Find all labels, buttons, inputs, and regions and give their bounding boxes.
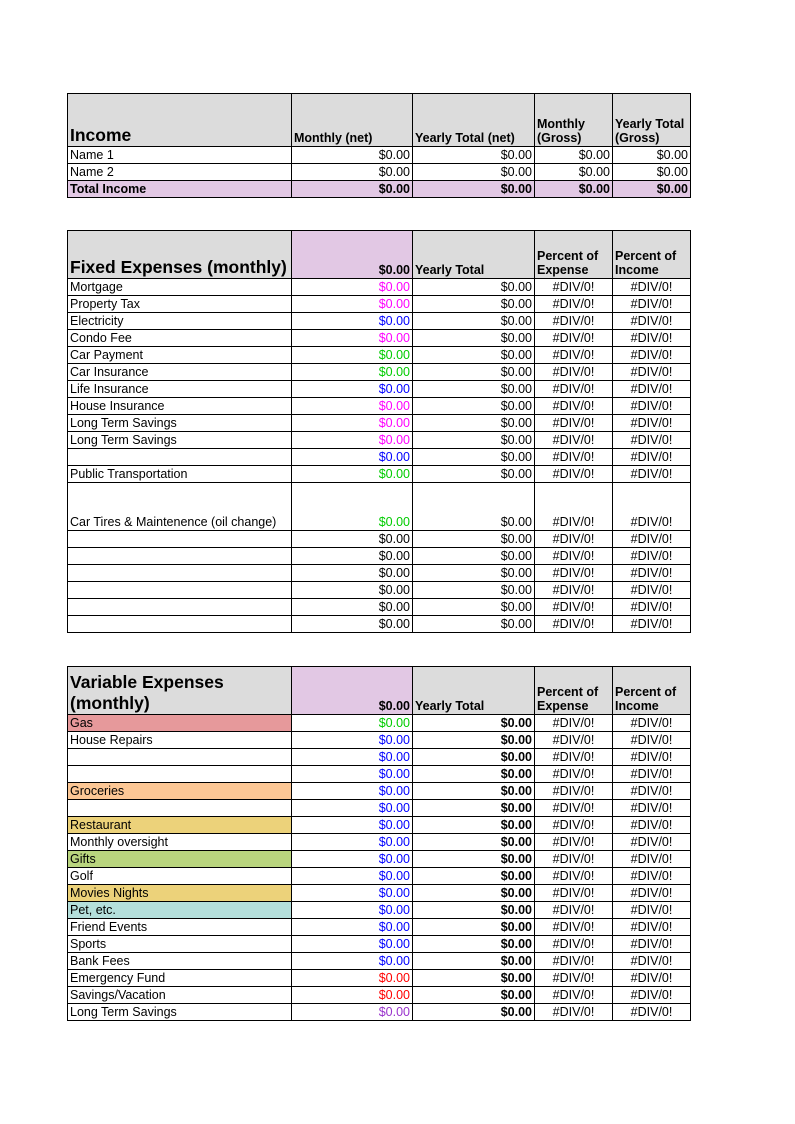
expense-pct-income-cell[interactable]: #DIV/0! — [613, 347, 691, 364]
expense-pct-expense-cell[interactable]: #DIV/0! — [535, 398, 613, 415]
table-row — [68, 953, 691, 970]
expense-pct-income-cell[interactable]: #DIV/0! — [613, 330, 691, 347]
income-yearly-gross-cell[interactable]: $0.00 — [613, 164, 691, 181]
expense-monthly-cell[interactable]: $0.00 — [292, 279, 413, 296]
expense-pct-income-cell[interactable]: #DIV/0! — [613, 817, 691, 834]
fixed-col-pct-expense[interactable]: Percent of Expense — [535, 231, 613, 279]
table-row — [68, 834, 691, 851]
expense-pct-expense-cell[interactable]: #DIV/0! — [535, 582, 613, 599]
table-row — [68, 800, 691, 817]
table-row — [68, 885, 691, 902]
fixed-col-pct-income[interactable]: Percent of Income — [613, 231, 691, 279]
table-row — [68, 548, 691, 565]
expense-pct-income-cell[interactable]: #DIV/0! — [613, 313, 691, 330]
expense-pct-income-cell[interactable]: #DIV/0! — [613, 834, 691, 851]
expense-pct-income-cell[interactable]: #DIV/0! — [613, 987, 691, 1004]
expense-pct-expense-cell[interactable]: #DIV/0! — [535, 732, 613, 749]
variable-expenses-table — [67, 666, 691, 1021]
expense-pct-expense-cell[interactable]: #DIV/0! — [535, 296, 613, 313]
expense-name-cell[interactable] — [68, 749, 292, 766]
expense-yearly-cell[interactable]: $0.00 — [413, 548, 535, 565]
expense-pct-expense-cell[interactable]: #DIV/0! — [535, 953, 613, 970]
table-row — [68, 147, 691, 164]
expense-yearly-cell[interactable]: $0.00 — [413, 531, 535, 548]
income-monthly-net-cell[interactable]: $0.00 — [292, 164, 413, 181]
expense-name-cell[interactable]: House Insurance — [68, 398, 292, 415]
expense-yearly-cell[interactable]: $0.00 — [413, 885, 535, 902]
expense-pct-expense-cell[interactable]: #DIV/0! — [535, 364, 613, 381]
expense-monthly-cell[interactable]: $0.00 — [292, 987, 413, 1004]
expense-pct-expense-cell[interactable]: #DIV/0! — [535, 599, 613, 616]
expense-pct-expense-cell[interactable]: #DIV/0! — [535, 970, 613, 987]
expense-pct-income-cell[interactable]: #DIV/0! — [613, 953, 691, 970]
fixed-col-total[interactable]: $0.00 — [292, 231, 413, 279]
expense-monthly-cell[interactable]: $0.00 — [292, 313, 413, 330]
expense-name-cell[interactable]: Car Payment — [68, 347, 292, 364]
income-title[interactable]: Income — [68, 94, 292, 147]
expense-pct-income-cell[interactable]: #DIV/0! — [613, 715, 691, 732]
expense-name-cell[interactable]: Gifts — [68, 851, 292, 868]
variable-col-yearly[interactable]: Yearly Total — [413, 667, 535, 715]
expense-pct-income-cell[interactable]: #DIV/0! — [613, 919, 691, 936]
table-row — [68, 616, 691, 633]
expense-name-cell[interactable] — [68, 548, 292, 565]
expense-monthly-cell[interactable]: $0.00 — [292, 466, 413, 483]
expense-yearly-cell[interactable]: $0.00 — [413, 1004, 535, 1021]
expense-pct-income-cell[interactable]: #DIV/0! — [613, 364, 691, 381]
expense-yearly-cell[interactable]: $0.00 — [413, 936, 535, 953]
expense-name-cell[interactable]: Golf — [68, 868, 292, 885]
table-row — [68, 749, 691, 766]
expense-yearly-cell[interactable]: $0.00 — [413, 749, 535, 766]
expense-name-cell[interactable]: Condo Fee — [68, 330, 292, 347]
expense-pct-expense-cell[interactable]: #DIV/0! — [535, 902, 613, 919]
expense-pct-expense-cell[interactable]: #DIV/0! — [535, 313, 613, 330]
income-yearly-gross-cell[interactable]: $0.00 — [613, 147, 691, 164]
income-name-cell[interactable]: Name 2 — [68, 164, 292, 181]
expense-pct-income-cell[interactable]: #DIV/0! — [613, 783, 691, 800]
expense-pct-income-cell[interactable]: #DIV/0! — [613, 749, 691, 766]
expense-name-cell[interactable]: Restaurant — [68, 817, 292, 834]
expense-pct-expense-cell[interactable]: #DIV/0! — [535, 432, 613, 449]
table-row — [68, 330, 691, 347]
expense-name-cell[interactable] — [68, 531, 292, 548]
table-row — [68, 313, 691, 330]
expense-name-cell[interactable]: Emergency Fund — [68, 970, 292, 987]
expense-pct-expense-cell[interactable]: #DIV/0! — [535, 449, 613, 466]
table-row — [68, 381, 691, 398]
expense-pct-expense-cell[interactable]: #DIV/0! — [535, 347, 613, 364]
table-row — [68, 987, 691, 1004]
income-header-row — [68, 94, 691, 147]
expense-name-cell[interactable]: Savings/Vacation — [68, 987, 292, 1004]
expense-name-cell[interactable]: Gas — [68, 715, 292, 732]
table-row — [68, 919, 691, 936]
table-row — [68, 970, 691, 987]
expense-pct-expense-cell[interactable]: #DIV/0! — [535, 531, 613, 548]
expense-yearly-cell[interactable]: $0.00 — [413, 817, 535, 834]
expense-pct-expense-cell[interactable]: #DIV/0! — [535, 766, 613, 783]
expense-monthly-cell[interactable]: $0.00 — [292, 347, 413, 364]
table-row — [68, 531, 691, 548]
expense-yearly-cell[interactable]: $0.00 — [413, 313, 535, 330]
expense-monthly-cell[interactable]: $0.00 — [292, 902, 413, 919]
table-row — [68, 398, 691, 415]
expense-pct-expense-cell[interactable]: #DIV/0! — [535, 868, 613, 885]
expense-pct-income-cell[interactable]: #DIV/0! — [613, 483, 691, 531]
income-total-monthly-gross[interactable]: $0.00 — [535, 181, 613, 198]
expense-name-cell[interactable] — [68, 766, 292, 783]
income-monthly-gross-cell[interactable]: $0.00 — [535, 147, 613, 164]
expense-yearly-cell[interactable]: $0.00 — [413, 616, 535, 633]
expense-name-cell[interactable] — [68, 565, 292, 582]
expense-monthly-cell[interactable]: $0.00 — [292, 834, 413, 851]
income-monthly-net-cell[interactable]: $0.00 — [292, 147, 413, 164]
expense-pct-expense-cell[interactable]: #DIV/0! — [535, 749, 613, 766]
table-row — [68, 817, 691, 834]
expense-name-cell[interactable]: Movies Nights — [68, 885, 292, 902]
expense-pct-expense-cell[interactable]: #DIV/0! — [535, 715, 613, 732]
expense-pct-expense-cell[interactable]: #DIV/0! — [535, 279, 613, 296]
expense-pct-income-cell[interactable]: #DIV/0! — [613, 449, 691, 466]
expense-pct-expense-cell[interactable]: #DIV/0! — [535, 415, 613, 432]
expense-monthly-cell[interactable]: $0.00 — [292, 565, 413, 582]
expense-name-cell[interactable]: Public Transportation — [68, 466, 292, 483]
expense-name-cell[interactable] — [68, 616, 292, 633]
expense-name-cell[interactable]: Mortgage — [68, 279, 292, 296]
expense-pct-income-cell[interactable]: #DIV/0! — [613, 868, 691, 885]
expense-yearly-cell[interactable]: $0.00 — [413, 851, 535, 868]
expense-yearly-cell[interactable]: $0.00 — [413, 347, 535, 364]
expense-yearly-cell[interactable]: $0.00 — [413, 599, 535, 616]
expense-pct-income-cell[interactable]: #DIV/0! — [613, 970, 691, 987]
expense-pct-income-cell[interactable]: #DIV/0! — [613, 851, 691, 868]
expense-name-cell[interactable]: Long Term Savings — [68, 1004, 292, 1021]
income-name-cell[interactable]: Name 1 — [68, 147, 292, 164]
expense-monthly-cell[interactable]: $0.00 — [292, 548, 413, 565]
table-row — [68, 565, 691, 582]
expense-monthly-cell[interactable]: $0.00 — [292, 599, 413, 616]
expense-name-cell[interactable] — [68, 800, 292, 817]
expense-pct-income-cell[interactable]: #DIV/0! — [613, 531, 691, 548]
expense-name-cell[interactable]: Bank Fees — [68, 953, 292, 970]
expense-yearly-cell[interactable]: $0.00 — [413, 466, 535, 483]
income-col-yearly-net[interactable]: Yearly Total (net) — [413, 94, 535, 147]
table-row — [68, 766, 691, 783]
income-total-yearly-gross[interactable]: $0.00 — [613, 181, 691, 198]
table-row — [68, 296, 691, 313]
expense-monthly-cell[interactable]: $0.00 — [292, 1004, 413, 1021]
income-table — [67, 93, 691, 198]
expense-name-cell[interactable]: Sports — [68, 936, 292, 953]
expense-yearly-cell[interactable]: $0.00 — [413, 415, 535, 432]
table-row — [68, 599, 691, 616]
expense-pct-income-cell[interactable]: #DIV/0! — [613, 279, 691, 296]
income-col-yearly-gross[interactable]: Yearly Total (Gross) — [613, 94, 691, 147]
expense-pct-income-cell[interactable]: #DIV/0! — [613, 415, 691, 432]
expense-monthly-cell[interactable]: $0.00 — [292, 364, 413, 381]
expense-yearly-cell[interactable]: $0.00 — [413, 783, 535, 800]
table-row — [68, 432, 691, 449]
expense-yearly-cell[interactable]: $0.00 — [413, 834, 535, 851]
expense-name-cell[interactable] — [68, 582, 292, 599]
expense-pct-income-cell[interactable]: #DIV/0! — [613, 766, 691, 783]
expense-pct-expense-cell[interactable]: #DIV/0! — [535, 616, 613, 633]
expense-pct-income-cell[interactable]: #DIV/0! — [613, 432, 691, 449]
expense-pct-expense-cell[interactable]: #DIV/0! — [535, 987, 613, 1004]
expense-name-cell[interactable]: Pet, etc. — [68, 902, 292, 919]
expense-yearly-cell[interactable]: $0.00 — [413, 987, 535, 1004]
table-row — [68, 715, 691, 732]
expense-name-cell[interactable]: Monthly oversight — [68, 834, 292, 851]
expense-monthly-cell[interactable]: $0.00 — [292, 953, 413, 970]
fixed-header-row — [68, 231, 691, 279]
expense-pct-expense-cell[interactable]: #DIV/0! — [535, 851, 613, 868]
expense-yearly-cell[interactable]: $0.00 — [413, 919, 535, 936]
expense-pct-income-cell[interactable]: #DIV/0! — [613, 902, 691, 919]
expense-pct-income-cell[interactable]: #DIV/0! — [613, 800, 691, 817]
expense-name-cell[interactable]: Electricity — [68, 313, 292, 330]
expense-pct-expense-cell[interactable]: #DIV/0! — [535, 817, 613, 834]
expense-pct-income-cell[interactable]: #DIV/0! — [613, 381, 691, 398]
expense-monthly-cell[interactable]: $0.00 — [292, 868, 413, 885]
expense-monthly-cell[interactable]: $0.00 — [292, 296, 413, 313]
expense-monthly-cell[interactable]: $0.00 — [292, 732, 413, 749]
expense-monthly-cell[interactable]: $0.00 — [292, 766, 413, 783]
expense-name-cell[interactable]: Long Term Savings — [68, 432, 292, 449]
expense-name-cell[interactable]: Groceries — [68, 783, 292, 800]
income-yearly-net-cell[interactable]: $0.00 — [413, 147, 535, 164]
expense-monthly-cell[interactable]: $0.00 — [292, 330, 413, 347]
expense-monthly-cell[interactable]: $0.00 — [292, 582, 413, 599]
expense-yearly-cell[interactable]: $0.00 — [413, 582, 535, 599]
expense-pct-income-cell[interactable]: #DIV/0! — [613, 398, 691, 415]
expense-yearly-cell[interactable]: $0.00 — [413, 381, 535, 398]
expense-yearly-cell[interactable]: $0.00 — [413, 800, 535, 817]
table-row — [68, 936, 691, 953]
expense-pct-expense-cell[interactable]: #DIV/0! — [535, 565, 613, 582]
expense-monthly-cell[interactable]: $0.00 — [292, 817, 413, 834]
expense-monthly-cell[interactable]: $0.00 — [292, 381, 413, 398]
table-row — [68, 902, 691, 919]
expense-yearly-cell[interactable]: $0.00 — [413, 330, 535, 347]
expense-yearly-cell[interactable]: $0.00 — [413, 766, 535, 783]
expense-monthly-cell[interactable]: $0.00 — [292, 483, 413, 531]
expense-pct-expense-cell[interactable]: #DIV/0! — [535, 783, 613, 800]
expense-pct-income-cell[interactable]: #DIV/0! — [613, 616, 691, 633]
expense-pct-expense-cell[interactable]: #DIV/0! — [535, 936, 613, 953]
variable-col-pct-expense[interactable]: Percent of Expense — [535, 667, 613, 715]
table-row — [68, 164, 691, 181]
expense-name-cell[interactable]: Life Insurance — [68, 381, 292, 398]
table-row — [68, 851, 691, 868]
expense-monthly-cell[interactable]: $0.00 — [292, 851, 413, 868]
expense-pct-expense-cell[interactable]: #DIV/0! — [535, 548, 613, 565]
expense-yearly-cell[interactable]: $0.00 — [413, 279, 535, 296]
income-total-yearly-net[interactable]: $0.00 — [413, 181, 535, 198]
expense-name-cell[interactable]: Car Tires & Maintenence (oil change) — [68, 483, 292, 531]
expense-monthly-cell[interactable]: $0.00 — [292, 749, 413, 766]
expense-yearly-cell[interactable]: $0.00 — [413, 953, 535, 970]
expense-monthly-cell[interactable]: $0.00 — [292, 415, 413, 432]
table-row — [68, 783, 691, 800]
expense-yearly-cell[interactable]: $0.00 — [413, 732, 535, 749]
expense-name-cell[interactable]: Friend Events — [68, 919, 292, 936]
expense-pct-income-cell[interactable]: #DIV/0! — [613, 582, 691, 599]
table-row — [68, 483, 691, 531]
expense-yearly-cell[interactable]: $0.00 — [413, 398, 535, 415]
income-total-row — [68, 181, 691, 198]
expense-pct-expense-cell[interactable]: #DIV/0! — [535, 800, 613, 817]
expense-yearly-cell[interactable]: $0.00 — [413, 364, 535, 381]
expense-pct-expense-cell[interactable]: #DIV/0! — [535, 1004, 613, 1021]
variable-title[interactable]: Variable Expenses (monthly) — [68, 667, 292, 715]
variable-header-row — [68, 667, 691, 715]
table-row — [68, 449, 691, 466]
income-monthly-gross-cell[interactable]: $0.00 — [535, 164, 613, 181]
expense-name-cell[interactable]: House Repairs — [68, 732, 292, 749]
expense-name-cell[interactable]: Long Term Savings — [68, 415, 292, 432]
expense-yearly-cell[interactable]: $0.00 — [413, 449, 535, 466]
expense-monthly-cell[interactable]: $0.00 — [292, 970, 413, 987]
expense-pct-expense-cell[interactable]: #DIV/0! — [535, 834, 613, 851]
expense-pct-expense-cell[interactable]: #DIV/0! — [535, 466, 613, 483]
expense-pct-expense-cell[interactable]: #DIV/0! — [535, 381, 613, 398]
expense-yearly-cell[interactable]: $0.00 — [413, 483, 535, 531]
expense-pct-expense-cell[interactable]: #DIV/0! — [535, 330, 613, 347]
table-row — [68, 279, 691, 296]
table-row — [68, 466, 691, 483]
variable-col-total[interactable]: $0.00 — [292, 667, 413, 715]
expense-yearly-cell[interactable]: $0.00 — [413, 565, 535, 582]
expense-pct-income-cell[interactable]: #DIV/0! — [613, 732, 691, 749]
table-row — [68, 732, 691, 749]
expense-pct-expense-cell[interactable]: #DIV/0! — [535, 919, 613, 936]
expense-pct-income-cell[interactable]: #DIV/0! — [613, 599, 691, 616]
expense-pct-income-cell[interactable]: #DIV/0! — [613, 565, 691, 582]
expense-pct-income-cell[interactable]: #DIV/0! — [613, 548, 691, 565]
expense-pct-expense-cell[interactable]: #DIV/0! — [535, 483, 613, 531]
expense-yearly-cell[interactable]: $0.00 — [413, 432, 535, 449]
table-row — [68, 1004, 691, 1021]
fixed-title[interactable]: Fixed Expenses (monthly) — [68, 231, 292, 279]
income-total-monthly-net[interactable]: $0.00 — [292, 181, 413, 198]
expense-monthly-cell[interactable]: $0.00 — [292, 783, 413, 800]
table-row — [68, 364, 691, 381]
expense-name-cell[interactable]: Property Tax — [68, 296, 292, 313]
expense-name-cell[interactable]: Car Insurance — [68, 364, 292, 381]
expense-monthly-cell[interactable]: $0.00 — [292, 919, 413, 936]
income-col-monthly-net[interactable]: Monthly (net) — [292, 94, 413, 147]
expense-name-cell[interactable] — [68, 599, 292, 616]
expense-pct-income-cell[interactable]: #DIV/0! — [613, 936, 691, 953]
expense-monthly-cell[interactable]: $0.00 — [292, 449, 413, 466]
table-row — [68, 347, 691, 364]
expense-yearly-cell[interactable]: $0.00 — [413, 715, 535, 732]
expense-monthly-cell[interactable]: $0.00 — [292, 398, 413, 415]
expense-monthly-cell[interactable]: $0.00 — [292, 800, 413, 817]
expense-pct-income-cell[interactable]: #DIV/0! — [613, 296, 691, 313]
income-yearly-net-cell[interactable]: $0.00 — [413, 164, 535, 181]
variable-col-pct-income[interactable]: Percent of Income — [613, 667, 691, 715]
table-row — [68, 415, 691, 432]
table-row — [68, 582, 691, 599]
income-col-monthly-gross[interactable]: Monthly (Gross) — [535, 94, 613, 147]
expense-monthly-cell[interactable]: $0.00 — [292, 885, 413, 902]
expense-yearly-cell[interactable]: $0.00 — [413, 970, 535, 987]
income-total-label[interactable]: Total Income — [68, 181, 292, 198]
expense-yearly-cell[interactable]: $0.00 — [413, 868, 535, 885]
expense-monthly-cell[interactable]: $0.00 — [292, 715, 413, 732]
expense-pct-income-cell[interactable]: #DIV/0! — [613, 885, 691, 902]
expense-pct-income-cell[interactable]: #DIV/0! — [613, 466, 691, 483]
expense-yearly-cell[interactable]: $0.00 — [413, 902, 535, 919]
table-row — [68, 868, 691, 885]
expense-yearly-cell[interactable]: $0.00 — [413, 296, 535, 313]
expense-pct-expense-cell[interactable]: #DIV/0! — [535, 885, 613, 902]
expense-monthly-cell[interactable]: $0.00 — [292, 936, 413, 953]
expense-monthly-cell[interactable]: $0.00 — [292, 531, 413, 548]
expense-monthly-cell[interactable]: $0.00 — [292, 432, 413, 449]
fixed-col-yearly[interactable]: Yearly Total — [413, 231, 535, 279]
expense-monthly-cell[interactable]: $0.00 — [292, 616, 413, 633]
expense-name-cell[interactable] — [68, 449, 292, 466]
fixed-expenses-table — [67, 230, 691, 633]
expense-pct-income-cell[interactable]: #DIV/0! — [613, 1004, 691, 1021]
